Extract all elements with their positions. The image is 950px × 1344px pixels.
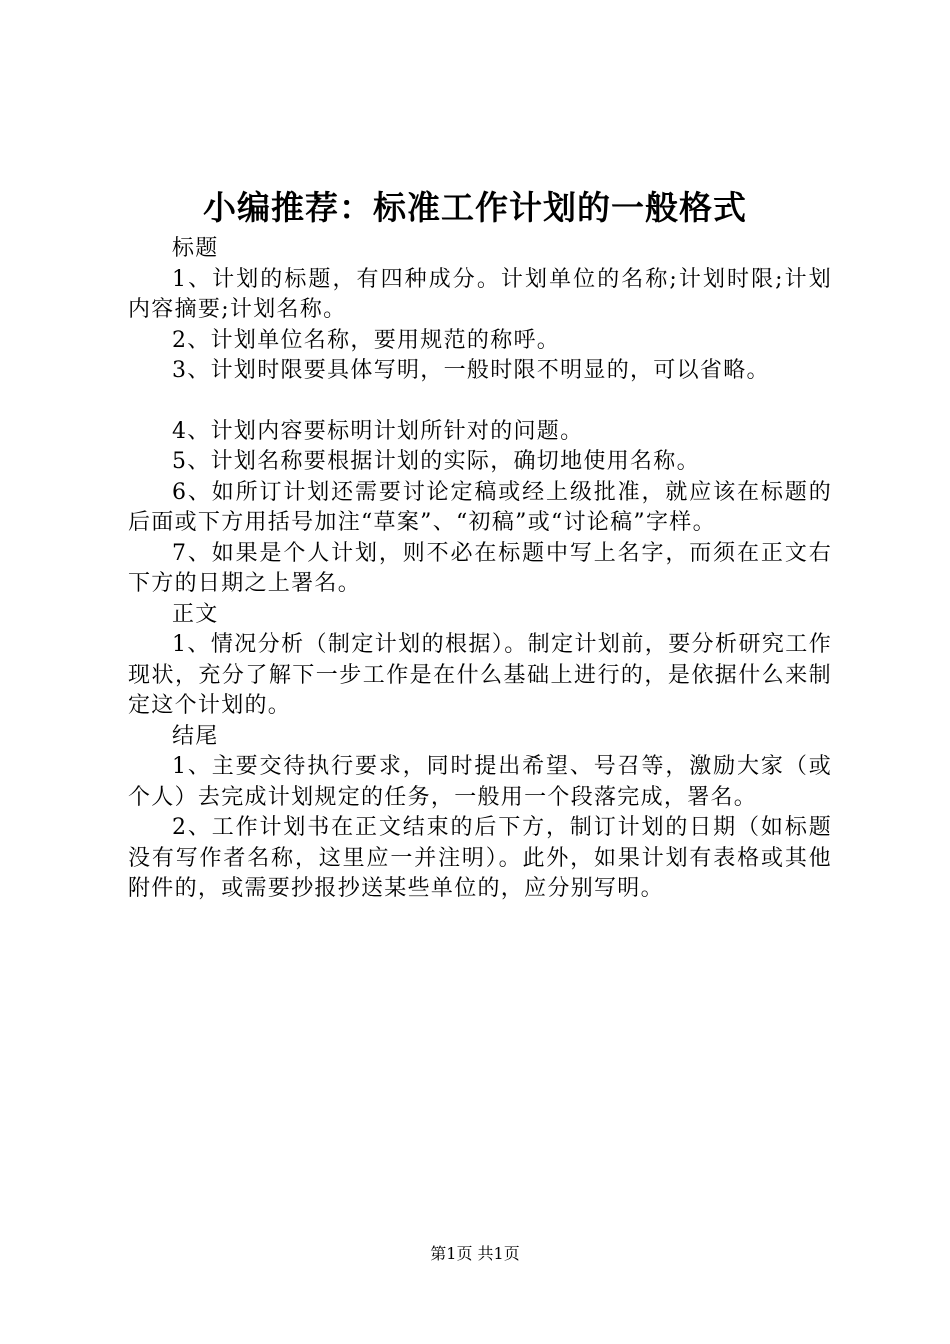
section-heading-title: 标题 xyxy=(172,236,219,261)
paragraph: 1、计划的标题，有四种成分。计划单位的名称;计划时限;计划内容摘要;计划名称。 xyxy=(128,266,832,322)
document-body xyxy=(128,234,832,905)
paragraph: 7、如果是个人计划，则不必在标题中写上名字，而须在正文右下方的日期之上署名。 xyxy=(128,540,832,596)
paragraph: 1、主要交待执行要求，同时提出希望、号召等，激励大家（或个人）去完成计划规定的任务，一般用一个段落完成，署名。 xyxy=(128,754,832,810)
section-heading-ending: 结尾 xyxy=(172,723,219,749)
paragraph: 5、计划名称要根据计划的实际，确切地使用名称。 xyxy=(172,449,700,474)
page-footer: 第1页 共1页 xyxy=(430,1244,520,1263)
paragraph: 6、如所订计划还需要讨论定稿或经上级批准，就应该在标题的后面或下方用括号加注“草案”、“初稿”或“讨论稿”字样。 xyxy=(128,479,832,535)
paragraph: 4、计划内容要标明计划所针对的问题。 xyxy=(172,418,584,444)
document-title: 小编推荐：标准工作计划的一般格式 xyxy=(203,188,747,227)
paragraph: 3、计划时限要具体写明，一般时限不明显的，可以省略。 xyxy=(172,358,770,383)
paragraph: 1、情况分析（制定计划的根据）。制定计划前，要分析研究工作现状，充分了解下一步工作是在什么基础上进行的，是依据什么来制定这个计划的。 xyxy=(128,632,832,718)
paragraph: 2、工作计划书在正文结束的后下方，制订计划的日期（如标题没有写作者名称，这里应一并注明）。此外，如果计划有表格或其他附件的，或需要抄报抄送某些单位的，应分别写明。 xyxy=(128,815,832,901)
section-heading-body: 正文 xyxy=(172,601,219,627)
paragraph: 2、计划单位名称，要用规范的称呼。 xyxy=(172,327,561,353)
